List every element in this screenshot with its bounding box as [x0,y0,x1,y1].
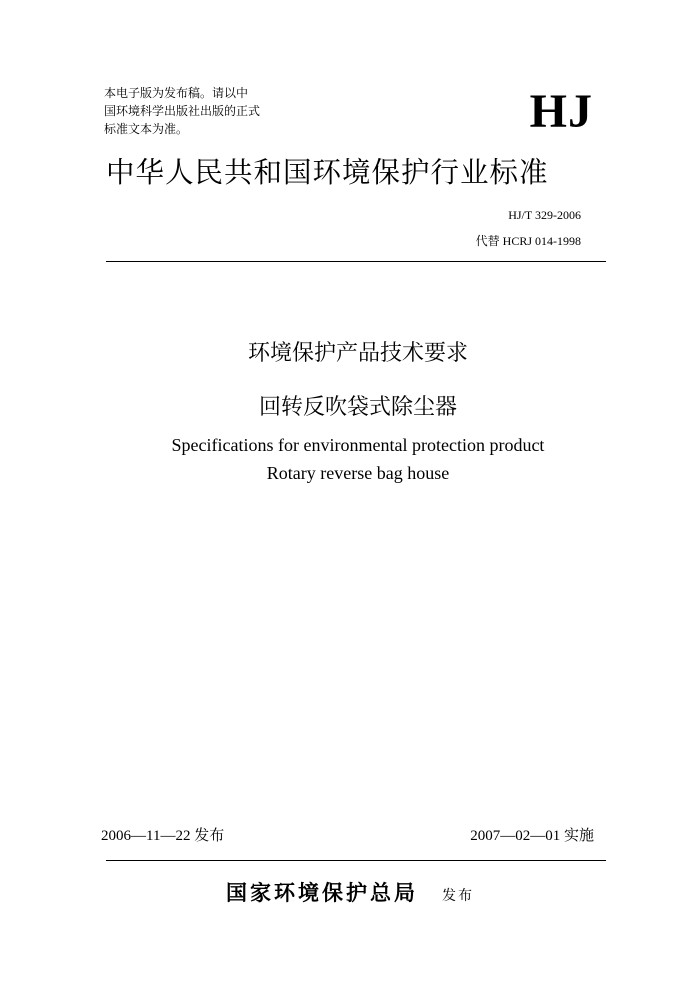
implementation-date: 2007—02—01 实施 [470,828,594,844]
issuer-line [0,877,700,907]
issue-suffix: 发布 [442,888,474,904]
issuer-name: 国家环境保护总局 [226,880,418,905]
issue-date: 2006—11—22 发布 [101,828,225,844]
title-chinese-line-1: 环境保护产品技术要求 [247,341,468,366]
footer-divider [106,860,606,861]
header-divider [106,261,606,262]
replaces-standard: 代替 HCRJ 014-1998 [475,234,581,248]
title-chinese-line-2: 回转反吹袋式除尘器 [258,395,457,420]
standard-number: HJ/T 329-2006 [508,208,581,222]
publication-notice: 本电子版为发布稿。请以中 国环境科学出版社出版的正式 标准文本为准。 [104,86,261,136]
industry-standard-title: 中华人民共和国环境保护行业标准 [106,156,549,189]
title-english-line-2: Rotary reverse bag house [266,463,450,483]
hj-standard-logo: HJ [529,85,593,138]
title-english-line-1: Specifications for environmental protection product [171,435,545,455]
